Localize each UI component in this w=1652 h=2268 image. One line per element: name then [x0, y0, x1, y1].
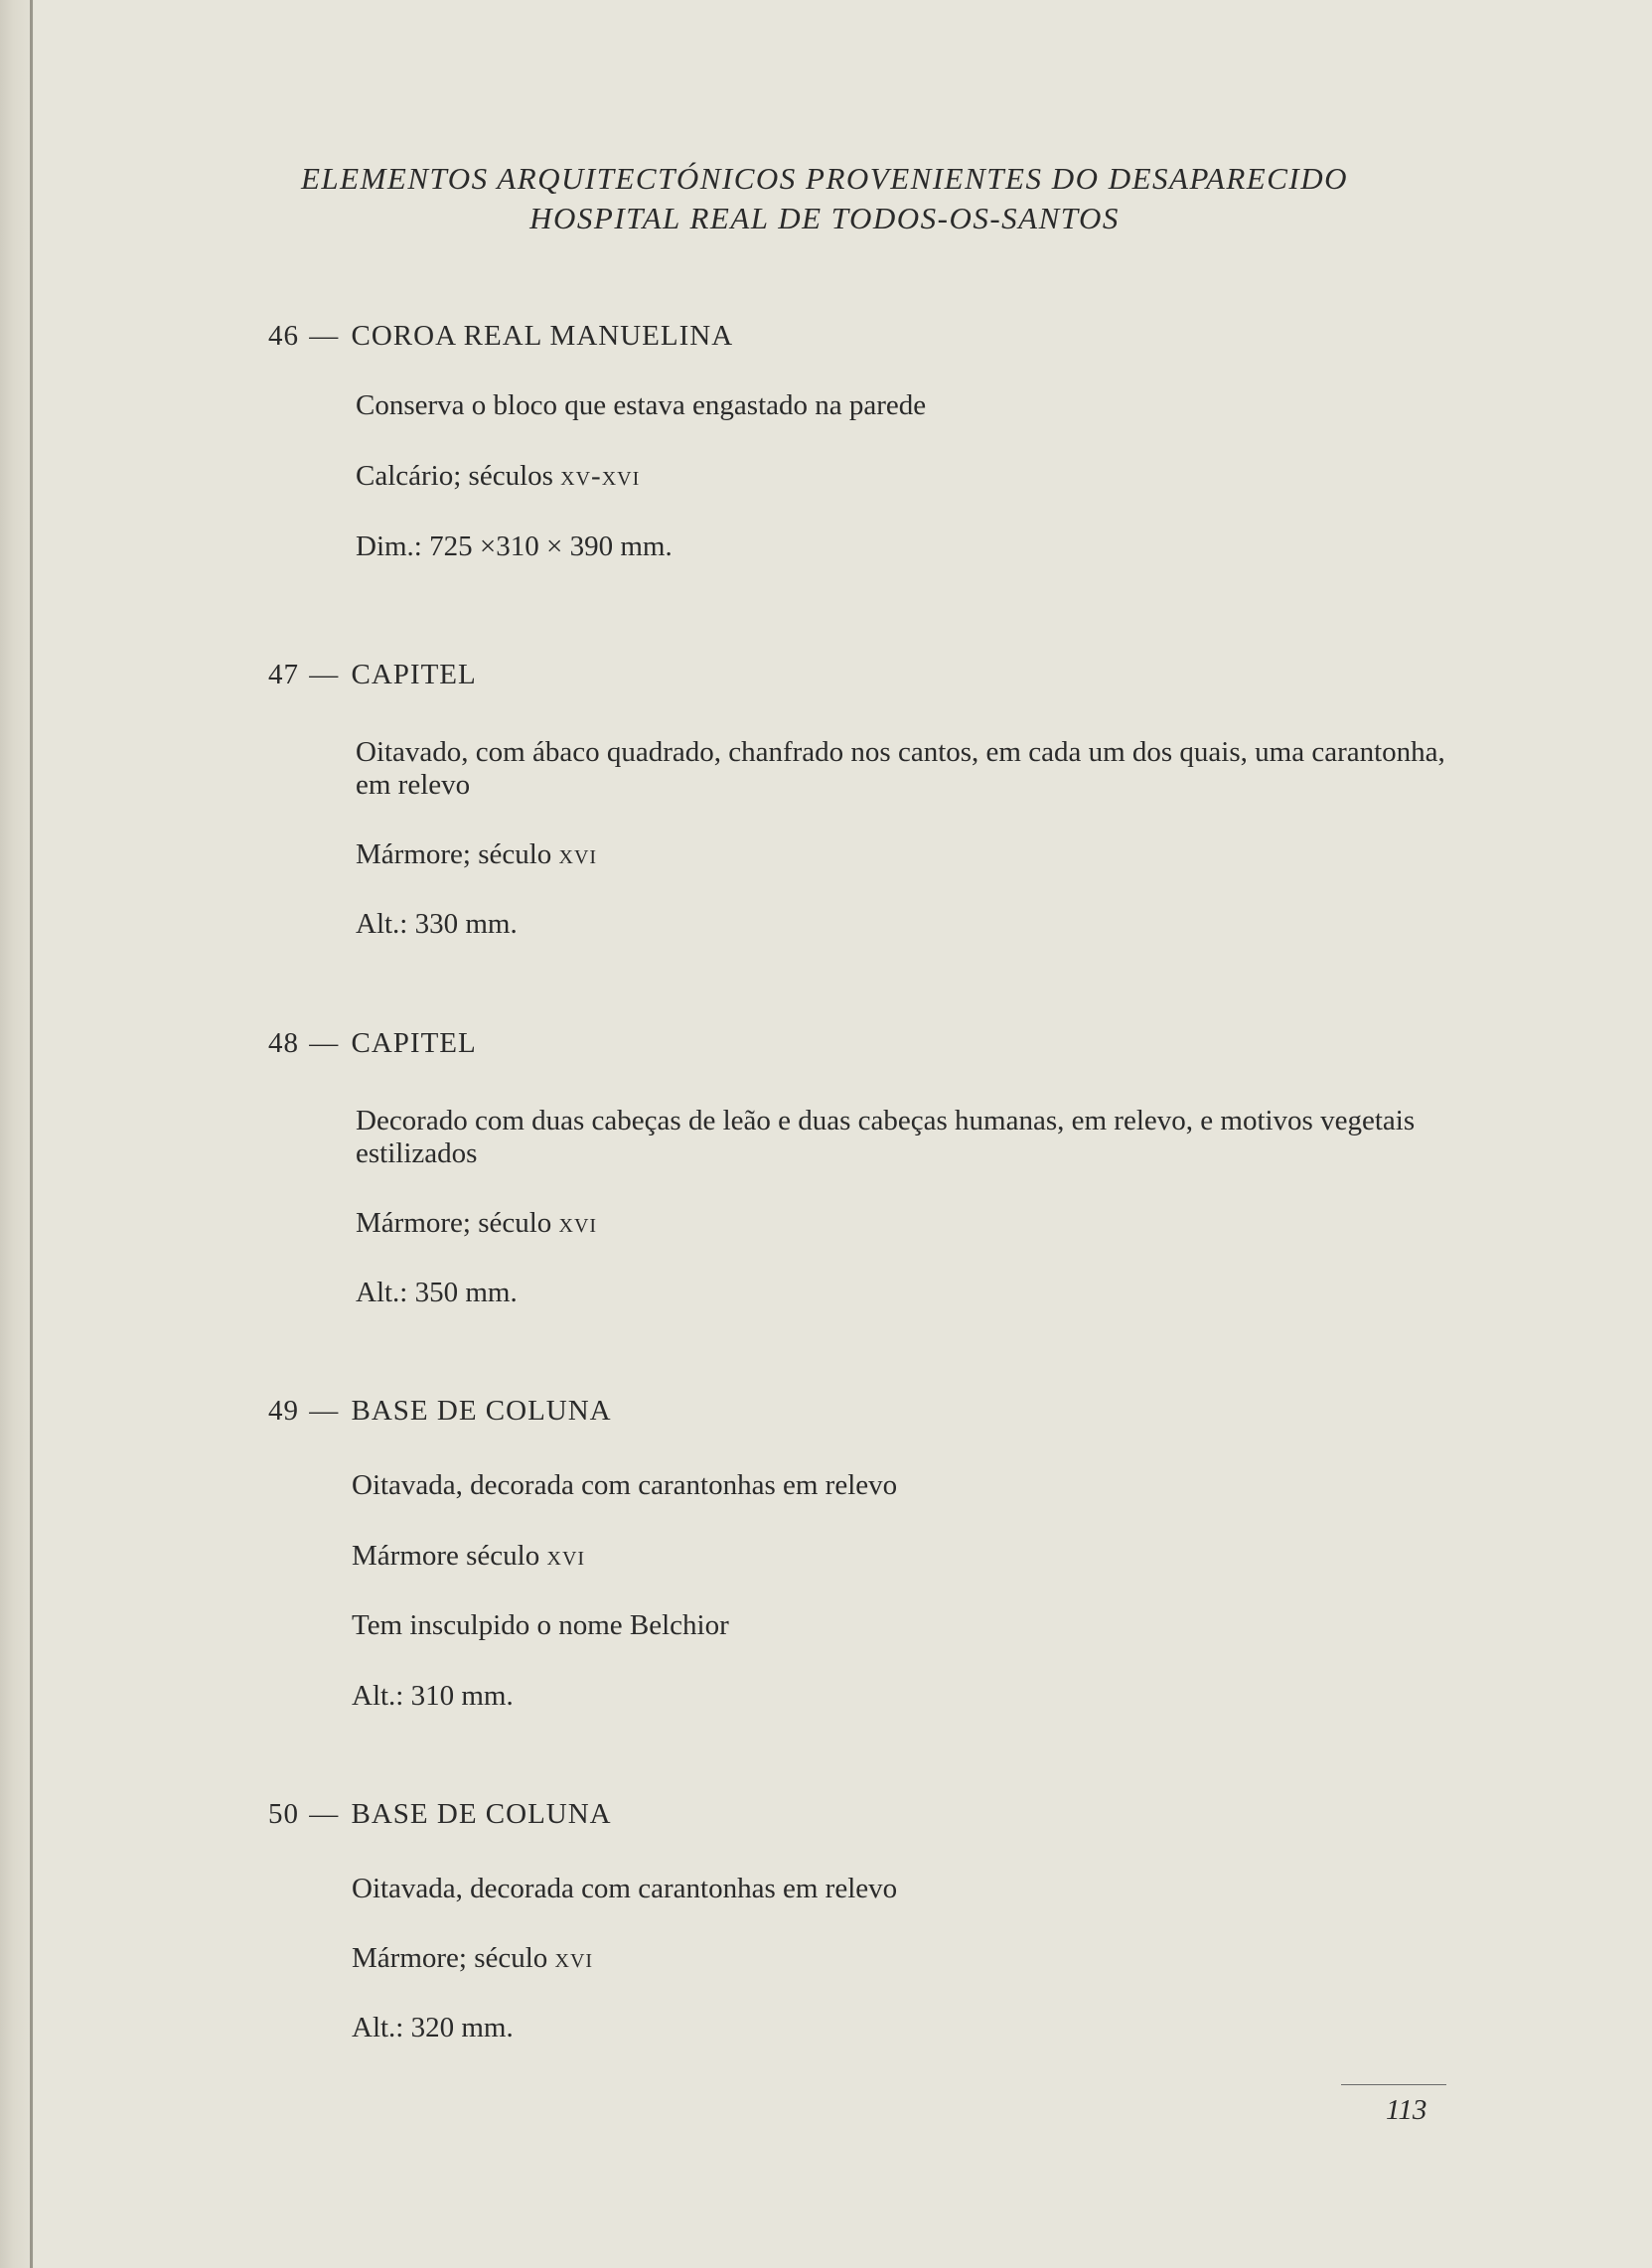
entry-measure: Alt.: 320 mm. [352, 2012, 514, 2043]
entry-material [356, 460, 1468, 493]
entry-century: xvi [558, 838, 598, 870]
entry-heading [268, 320, 733, 353]
entry-heading [268, 659, 477, 691]
entry-title: COROA REAL MANUELINA [351, 320, 734, 352]
entry-material [356, 1207, 1468, 1240]
entry-inscription: Tem insculpido o nome Belchior [352, 1609, 729, 1641]
entry-dash: — [309, 1027, 340, 1059]
entry-dash: — [309, 1798, 340, 1830]
entry-heading [268, 1395, 612, 1428]
entry-heading [268, 1798, 612, 1831]
page-number: 113 [1386, 2094, 1427, 2126]
entry-material-text: Mármore; século [356, 838, 559, 870]
entry-material [356, 838, 1468, 871]
entry-description: Oitavada, decorada com carantonhas em relevo [352, 1469, 898, 1501]
entry-heading [268, 1027, 477, 1060]
running-header-line-2: HOSPITAL REAL DE TODOS-OS-SANTOS [529, 201, 1120, 235]
entry-number: 49 [268, 1395, 299, 1427]
entry-title: BASE DE COLUNA [351, 1798, 612, 1830]
entry-title: CAPITEL [351, 659, 477, 690]
entry-title: BASE DE COLUNA [351, 1395, 612, 1427]
entry-title: CAPITEL [351, 1027, 477, 1059]
entry-century: xv-xvi [560, 460, 641, 492]
entry-number: 50 [268, 1798, 299, 1830]
entry-century: xvi [546, 1540, 586, 1572]
entry-dash: — [309, 320, 340, 352]
entry-number: 48 [268, 1027, 299, 1059]
entry-measure: Alt.: 330 mm. [356, 908, 518, 940]
entry-description: Decorado com duas cabeças de leão e duas cabeças humanas, em relevo, e motivos vegetais estilizados [356, 1105, 1416, 1169]
entry-material-text: Mármore; século [352, 1942, 555, 1974]
entry-measure: Alt.: 350 mm. [356, 1277, 518, 1308]
entry-material [352, 1540, 1464, 1573]
entry-material [352, 1942, 1464, 1975]
entry-material-text: Mármore; século [356, 1207, 559, 1239]
entry-material-text: Calcário; séculos [356, 460, 561, 492]
entry-measure: Alt.: 310 mm. [352, 1680, 514, 1712]
running-header-line-1: ELEMENTOS ARQUITECTÓNICOS PROVENIENTES DO DESAPARECIDO [300, 161, 1349, 196]
entry-number: 47 [268, 659, 299, 690]
entry-description: Oitavada, decorada com carantonhas em relevo [352, 1873, 898, 1904]
entry-material-text: Mármore século [352, 1540, 547, 1572]
entry-number: 46 [268, 320, 299, 352]
entry-dash: — [309, 659, 340, 690]
entry-century: xvi [558, 1207, 598, 1239]
entry-measure: Dim.: 725 ×310 × 390 mm. [356, 530, 673, 562]
entry-description: Conserva o bloco que estava engastado na parede [356, 389, 927, 421]
entry-description: Oitavado, com ábaco quadrado, chanfrado nos cantos, em cada um dos quais, uma carantonha, em relevo [356, 736, 1445, 801]
folio-rule [1341, 2084, 1446, 2085]
running-header [119, 159, 1530, 238]
entry-dash: — [309, 1395, 340, 1427]
entry-century: xvi [554, 1942, 594, 1974]
